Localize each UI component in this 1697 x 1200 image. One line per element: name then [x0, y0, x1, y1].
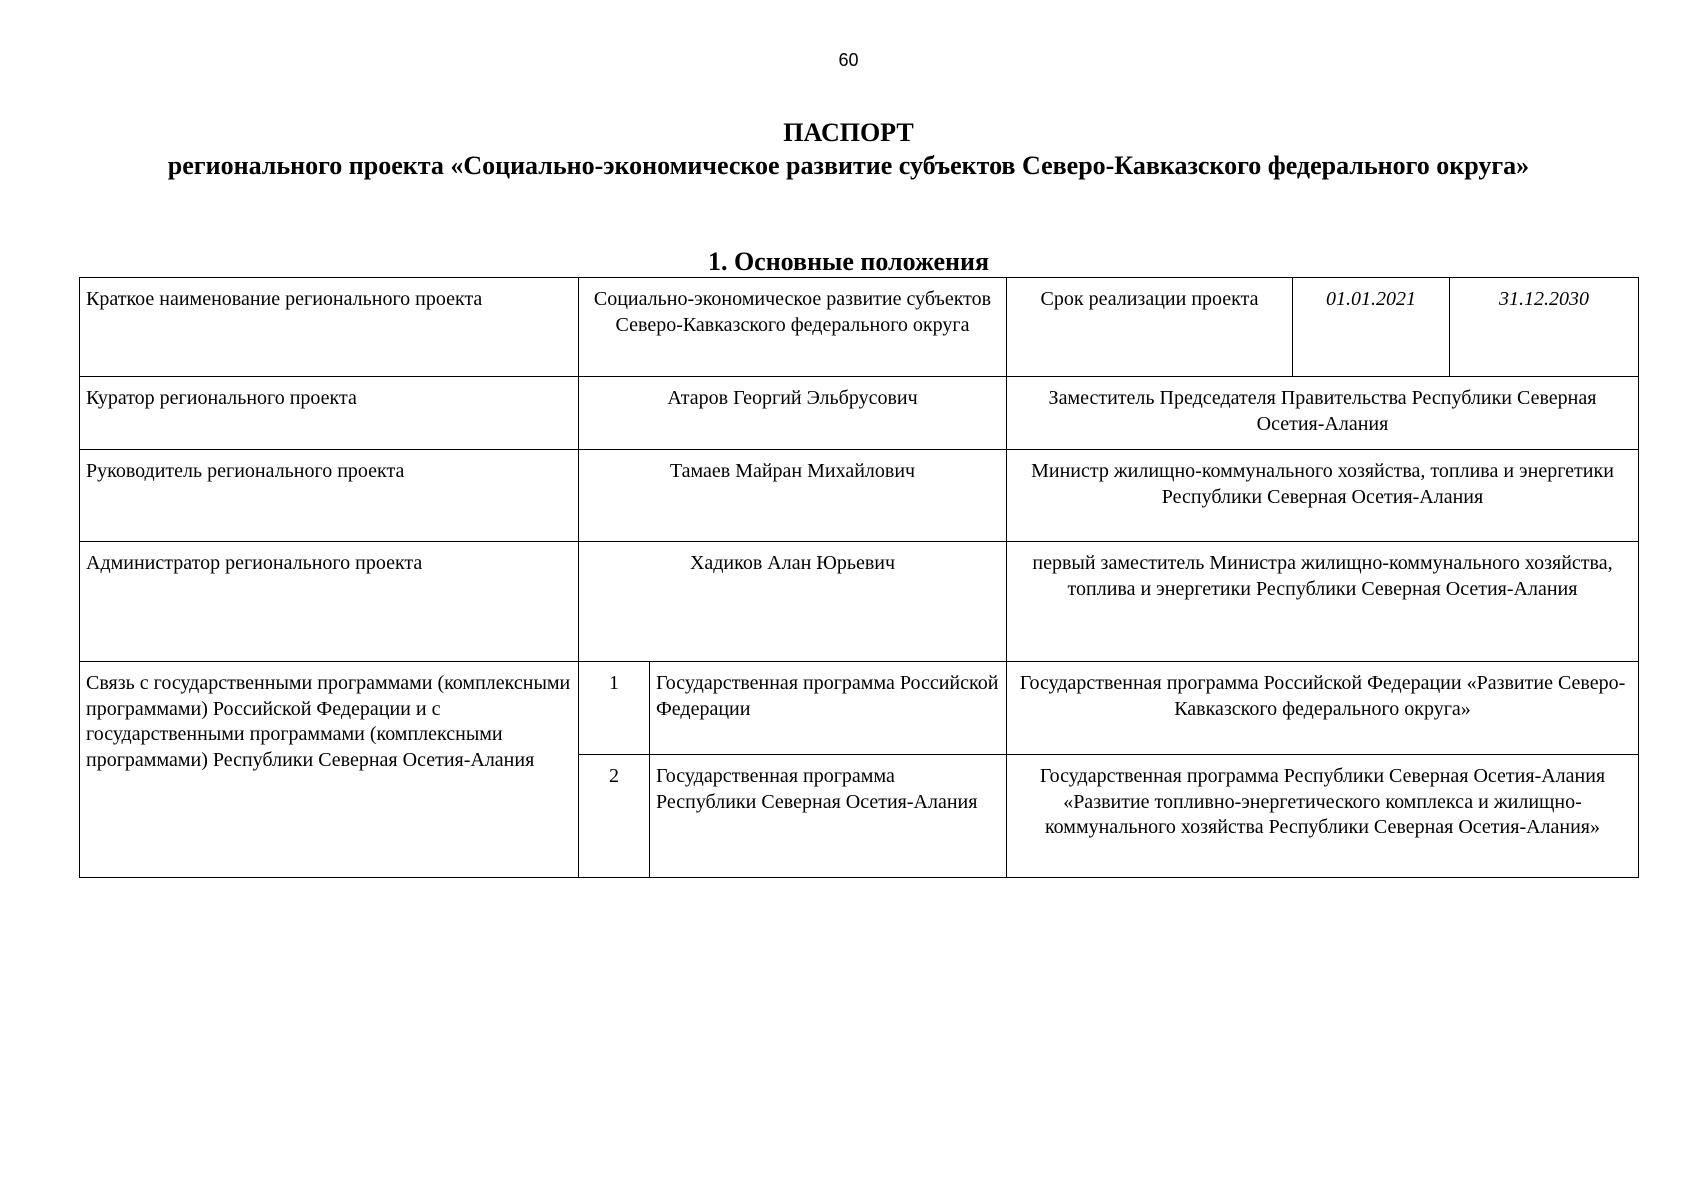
- table-row-curator: [80, 377, 1639, 450]
- program-number: 2: [579, 755, 650, 878]
- programs-label: Связь с государственными программами (комплексными программами) Российской Федерации и с государственными программами (комплексными программами) Республики Северная Осетия-Алания: [80, 662, 579, 878]
- curator-position: Заместитель Председателя Правительства Республики Северная Осетия-Алания: [1007, 377, 1639, 450]
- program-number: 1: [579, 662, 650, 755]
- admin-position: первый заместитель Министра жилищно-коммунального хозяйства, топлива и энергетики Республики Северная Осетия-Алания: [1007, 542, 1639, 662]
- title-passport: ПАСПОРТ: [783, 118, 914, 147]
- head-name: Тамаев Майран Михайлович: [579, 450, 1007, 542]
- program-name: Государственная программа Российской Федерации «Развитие Северо-Кавказского федерального округа»: [1007, 662, 1639, 755]
- program-type: Государственная программа Российской Федерации: [650, 662, 1007, 755]
- document-title: [100, 116, 1597, 182]
- start-date: 01.01.2021: [1293, 278, 1450, 377]
- admin-label: Администратор регионального проекта: [80, 542, 579, 662]
- table-row-short-name: [80, 278, 1639, 377]
- end-date: 31.12.2030: [1450, 278, 1639, 377]
- curator-label: Куратор регионального проекта: [80, 377, 579, 450]
- program-type: Государственная программа Республики Северная Осетия-Алания: [650, 755, 1007, 878]
- head-position: Министр жилищно-коммунального хозяйства, топлива и энергетики Республики Северная Осетия-Алания: [1007, 450, 1639, 542]
- curator-name: Атаров Георгий Эльбрусович: [579, 377, 1007, 450]
- short-name-label: Краткое наименование регионального проекта: [80, 278, 579, 377]
- program-name: Государственная программа Республики Северная Осетия-Алания «Развитие топливно-энергетического комплекса и жилищно-коммунального хозяйства Республики Северная Осетия-Алания»: [1007, 755, 1639, 878]
- table-row-program-1: [80, 662, 1639, 755]
- section-title: 1. Основные положения: [707, 247, 990, 276]
- passport-table: [79, 277, 1639, 878]
- admin-name: Хадиков Алан Юрьевич: [579, 542, 1007, 662]
- table-row-head: [80, 450, 1639, 542]
- title-project-name: регионального проекта «Социально-экономическое развитие субъектов Северо-Кавказского федерального округа»: [167, 151, 1530, 180]
- page-number: 60: [838, 50, 859, 70]
- head-label: Руководитель регионального проекта: [80, 450, 579, 542]
- short-name-value: Социально-экономическое развитие субъектов Северо-Кавказского федерального округа: [579, 278, 1007, 377]
- term-label: Срок реализации проекта: [1007, 278, 1293, 377]
- table-row-admin: [80, 542, 1639, 662]
